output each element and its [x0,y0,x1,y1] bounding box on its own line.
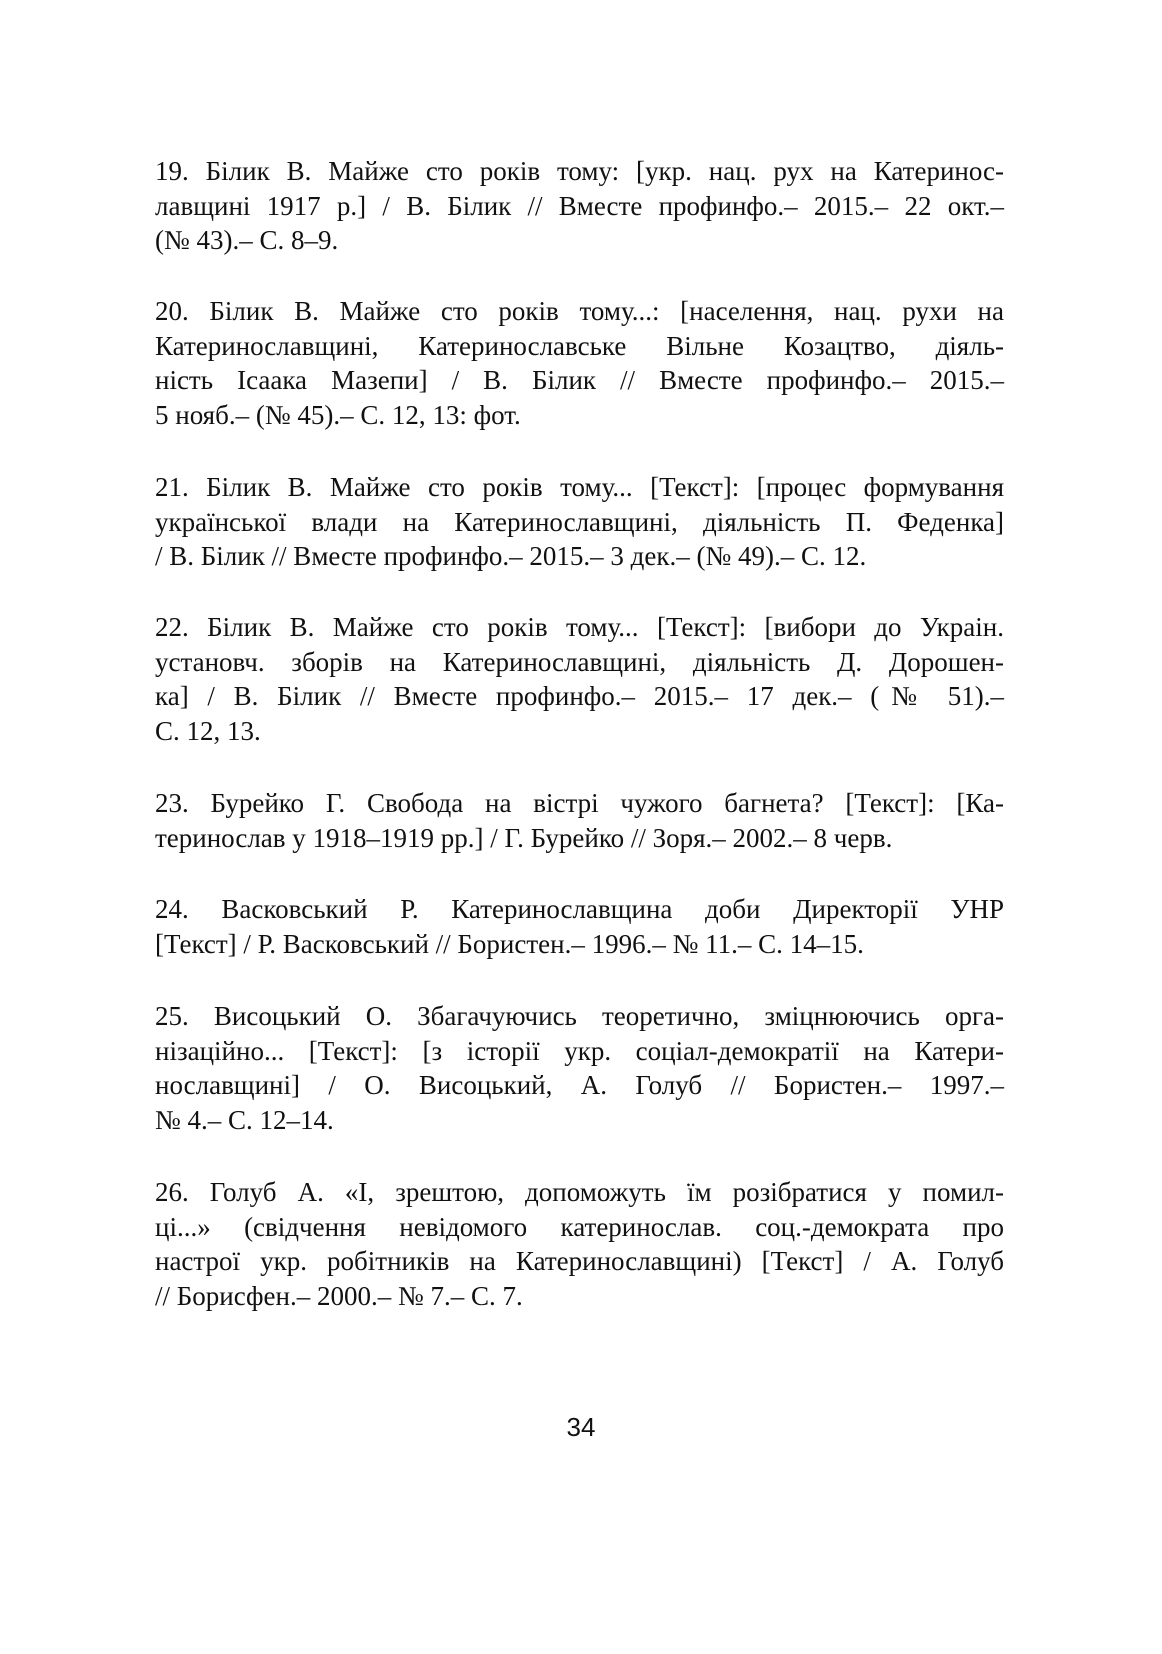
entry-line: [Текст] / Р. Васковський // Бористен.– 1996.– № 11.– С. 14–15. [155,928,864,959]
entry-line: 21. Білик В. Майже сто років тому... [Текст]: [процес формування [155,472,1004,502]
page-number: 34 [566,1412,596,1442]
bibliography-entry-22 [155,610,1004,748]
entry-line: // Борисфен.– 2000.– № 7.– С. 7. [155,1280,523,1311]
bibliography-entry-25 [155,999,1004,1137]
entry-line: ці...» (свідчення невідомого катеринослав. соц.-демократа про [155,1211,1004,1242]
entry-line: Катеринославщині, Катеринославське Вільне Козацтво, діяль- [155,330,1004,361]
entry-line: 22. Білик В. Майже сто років тому... [Текст]: [вибори до Украін. [155,612,1004,642]
entry-line: 25. Висоцький О. Збагачуючись теоретично, зміцнюючись орга- [155,1001,1004,1031]
bibliography-entry-19 [155,154,1004,258]
entry-line: 23. Бурейко Г. Свобода на вістрі чужого багнета? [Текст]: [Ка- [155,788,1004,818]
entry-line: української влади на Катеринославщині, діяльність П. Феденка] [155,506,1004,537]
entry-line: нославщині] / О. Висоцький, А. Голуб // Бористен.– 1997.– [155,1070,1004,1100]
bibliography-entry-23 [155,786,1004,855]
entry-line: / В. Білик // Вместе профинфо.– 2015.– 3 дек.– (№ 49).– С. 12. [155,541,867,571]
bibliography-entry-26 [155,1175,1004,1313]
entry-line: установч. зборів на Катеринославщині, діяльність Д. Дорошен- [155,646,1004,677]
entry-line: 19. Білик В. Майже сто років тому: [укр. нац. рух на Катеринос- [155,156,1004,186]
bibliography-entry-24 [155,892,1004,961]
bibliography-entry-20 [155,294,1004,432]
entry-line: ка] / В. Білик // Вместе профинфо.– 2015.– 17 дек.– (№ 51).– [155,681,1004,711]
entry-line: 5 нояб.– (№ 45).– С. 12, 13: фот. [155,399,521,430]
entry-line: нізаційно... [Текст]: [з історії укр. соціал-демократії на Катери- [155,1035,1004,1066]
entry-line: 24. Васковський Р. Катеринославщина доби Директорії УНР [155,894,1004,924]
entry-line: 20. Білик В. Майже сто років тому...: [населення, нац. рухи на [155,296,1004,326]
entry-line: лавщині 1917 р.] / В. Білик // Вместе профинфо.– 2015.– 22 окт.– [155,190,1004,221]
entry-line: № 4.– С. 12–14. [155,1104,334,1135]
entry-line: теринослав у 1918–1919 рр.] / Г. Бурейко // Зоря.– 2002.– 8 черв. [155,822,893,853]
entry-line: (№ 43).– С. 8–9. [155,225,339,255]
entry-line: С. 12, 13. [155,715,261,746]
entry-line: настрої укр. робітників на Катеринославщині) [Текст] / А. Голуб [155,1246,1004,1276]
entry-line: 26. Голуб А. «І, зрештою, допоможуть їм розібратися у помил- [155,1177,1004,1207]
bibliography-entry-21 [155,470,1004,574]
entry-line: ність Ісаака Мазепи] / В. Білик // Вместе профинфо.– 2015.– [155,365,1004,395]
